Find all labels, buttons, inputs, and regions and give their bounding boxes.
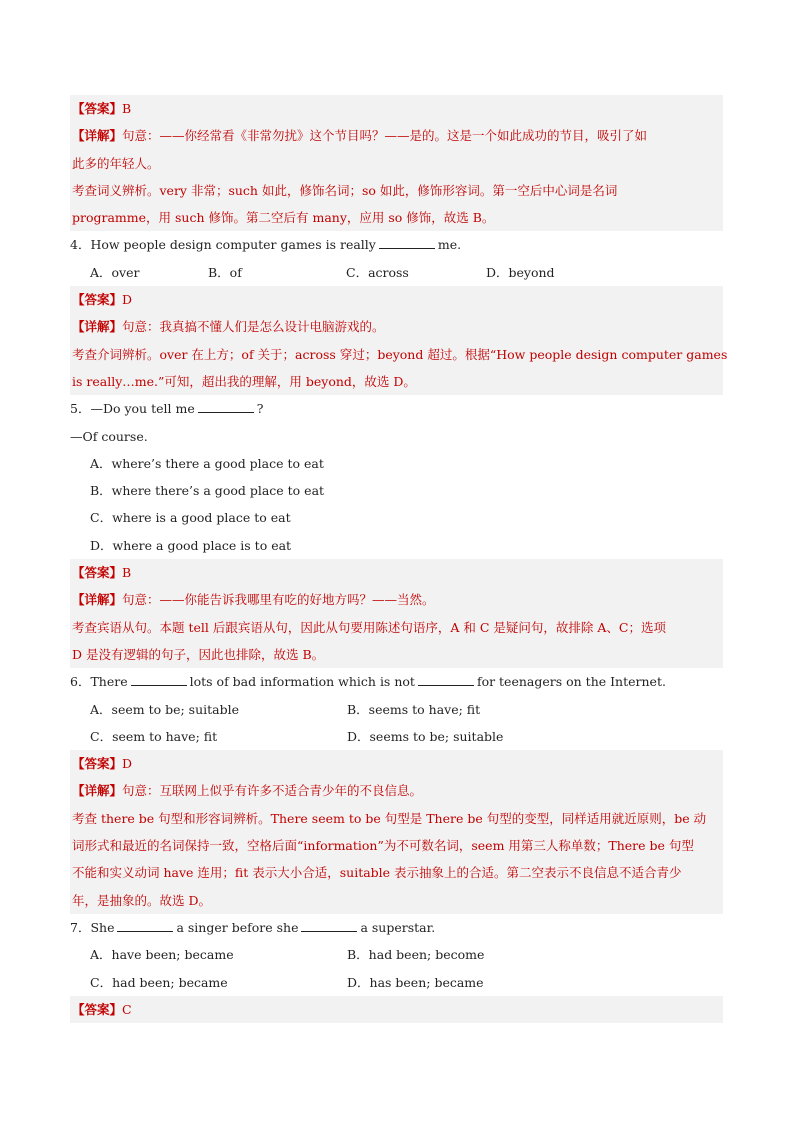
answer-block-q5 bbox=[70, 559, 723, 668]
option-b: B．of bbox=[208, 264, 242, 280]
stem-text: a superstar. bbox=[360, 919, 436, 935]
question-4-options bbox=[70, 259, 723, 286]
option-b: B．where there’s a good place to eat bbox=[90, 483, 325, 499]
answer-block-q6 bbox=[70, 750, 723, 914]
stem-text: 7．She bbox=[70, 919, 115, 935]
answer-tag: 【答案】 bbox=[72, 756, 123, 772]
option-c: C．seem to have; fit bbox=[90, 728, 218, 744]
question-7-stem bbox=[70, 914, 723, 941]
answer-line bbox=[72, 996, 723, 1023]
stem-text: 5．—Do you tell me bbox=[70, 401, 195, 417]
answer-tag: 【答案】 bbox=[72, 101, 123, 116]
detail-tag: 【详解】 bbox=[72, 592, 123, 608]
stem-text: a singer before she bbox=[176, 919, 299, 935]
option-d: D．beyond bbox=[486, 264, 555, 280]
answer-value: C bbox=[122, 1001, 132, 1017]
answer-value: B bbox=[122, 565, 132, 581]
analysis-text: 考查词义辨析。very 非常；such 如此，修饰名词；so 如此，修饰形容词。第一空后中心词是名词 bbox=[72, 182, 618, 198]
option-a: A．over bbox=[90, 264, 140, 280]
stem-text: ? bbox=[256, 401, 264, 417]
analysis-text-cont: 词形式和最近的名词保持一致，空格后面“information”为不可数名词，seem 用第三人称单数；There be 句型 bbox=[72, 838, 694, 854]
question-5-reply: —Of course. bbox=[70, 428, 148, 444]
analysis-text-cont: programme，用 such 修饰。第二空后有 many，应用 so 修饰，故选 B。 bbox=[72, 210, 495, 226]
answer-tag: 【答案】 bbox=[72, 292, 123, 308]
detail-text: 句意：——你能告诉我哪里有吃的好地方吗？——当然。 bbox=[122, 592, 435, 608]
analysis-text-cont: 年，是抽象的。故选 D。 bbox=[72, 892, 211, 908]
stem-text: for teenagers on the Internet. bbox=[476, 674, 666, 690]
analysis-text-cont: 不能和实义动词 have 连用；fit 表示大小合适，suitable 表示抽象上的合适。第二空表示不良信息不适合青少 bbox=[72, 865, 682, 881]
question-6-options-row1 bbox=[70, 696, 723, 723]
answer-line bbox=[72, 559, 723, 586]
answer-value: D bbox=[122, 292, 133, 308]
answer-blank bbox=[418, 675, 474, 686]
question-7-options-row2 bbox=[70, 969, 723, 996]
answer-line bbox=[72, 750, 723, 777]
option-c: C．where is a good place to eat bbox=[90, 510, 291, 526]
question-7-options-row1 bbox=[70, 941, 723, 968]
answer-value: D bbox=[122, 756, 133, 772]
detail-line bbox=[72, 586, 723, 613]
answer-block-q7 bbox=[70, 996, 723, 1023]
detail-text: 句意：——你经常看《非常勿扰》这个节目吗？——是的。这是一个如此成功的节目，吸引了如 bbox=[122, 128, 648, 144]
option-c: C．across bbox=[346, 264, 409, 280]
option-a: A．seem to be; suitable bbox=[90, 701, 240, 717]
answer-blank bbox=[131, 675, 187, 686]
detail-tag: 【详解】 bbox=[72, 319, 123, 335]
question-6-options-row2 bbox=[70, 723, 723, 750]
answer-blank bbox=[301, 921, 357, 932]
analysis-text-cont: is really…me.”可知，超出我的理解，用 beyond，故选 D。 bbox=[72, 373, 416, 389]
answer-value: B bbox=[122, 101, 132, 116]
analysis-text: 考查介词辨析。over 在上方；of 关于；across 穿过；beyond 超过。根据“How people design computer games bbox=[72, 346, 728, 362]
question-5-stem bbox=[70, 395, 723, 422]
analysis-text: 考查 there be 句型和形容词辨析。There seem to be 句型是 There be 句型的变型，同样适用就近原则，be 动 bbox=[72, 810, 707, 826]
stem-text: lots of bad information which is not bbox=[189, 674, 415, 690]
stem-text: me. bbox=[437, 237, 462, 253]
option-d: D．has been; became bbox=[347, 974, 484, 990]
detail-text: 句意：我真搞不懂人们是怎么设计电脑游戏的。 bbox=[122, 319, 385, 335]
answer-block-q3 bbox=[70, 95, 723, 231]
detail-text: 句意：互联网上似乎有许多不适合青少年的不良信息。 bbox=[122, 783, 423, 799]
answer-blank bbox=[198, 402, 254, 413]
option-c: C．had been; became bbox=[90, 974, 228, 990]
answer-line bbox=[72, 95, 723, 122]
analysis-text-cont: D 是没有逻辑的句子，因此也排除，故选 B。 bbox=[72, 646, 325, 662]
stem-text: 4．How people design computer games is really bbox=[70, 237, 376, 253]
page-content bbox=[70, 95, 728, 1023]
answer-blank bbox=[379, 238, 435, 249]
stem-text: 6．There bbox=[70, 674, 128, 690]
option-a: A．have been; became bbox=[90, 947, 234, 963]
option-a: A．where’s there a good place to eat bbox=[90, 455, 324, 471]
analysis-text: 考查宾语从句。本题 tell 后跟宾语从句，因此从句要用陈述句语序，A 和 C 是疑问句，故排除 A、C；选项 bbox=[72, 619, 666, 635]
detail-line bbox=[72, 122, 723, 149]
option-b: B．had been; become bbox=[347, 947, 485, 963]
answer-tag: 【答案】 bbox=[72, 565, 123, 581]
answer-tag: 【答案】 bbox=[72, 1001, 123, 1017]
detail-line bbox=[72, 777, 723, 804]
answer-block-q4 bbox=[70, 286, 728, 395]
detail-line bbox=[72, 313, 723, 340]
detail-tag: 【详解】 bbox=[72, 783, 123, 799]
detail-text-cont: 此多的年轻人。 bbox=[72, 155, 160, 171]
detail-tag: 【详解】 bbox=[72, 128, 123, 144]
question-6-stem bbox=[70, 668, 723, 695]
option-d: D．where a good place is to eat bbox=[90, 537, 292, 553]
answer-blank bbox=[117, 921, 173, 932]
answer-line bbox=[72, 286, 723, 313]
question-4-stem bbox=[70, 231, 723, 258]
option-b: B．seems to have; fit bbox=[347, 701, 481, 717]
option-d: D．seems to be; suitable bbox=[347, 728, 504, 744]
